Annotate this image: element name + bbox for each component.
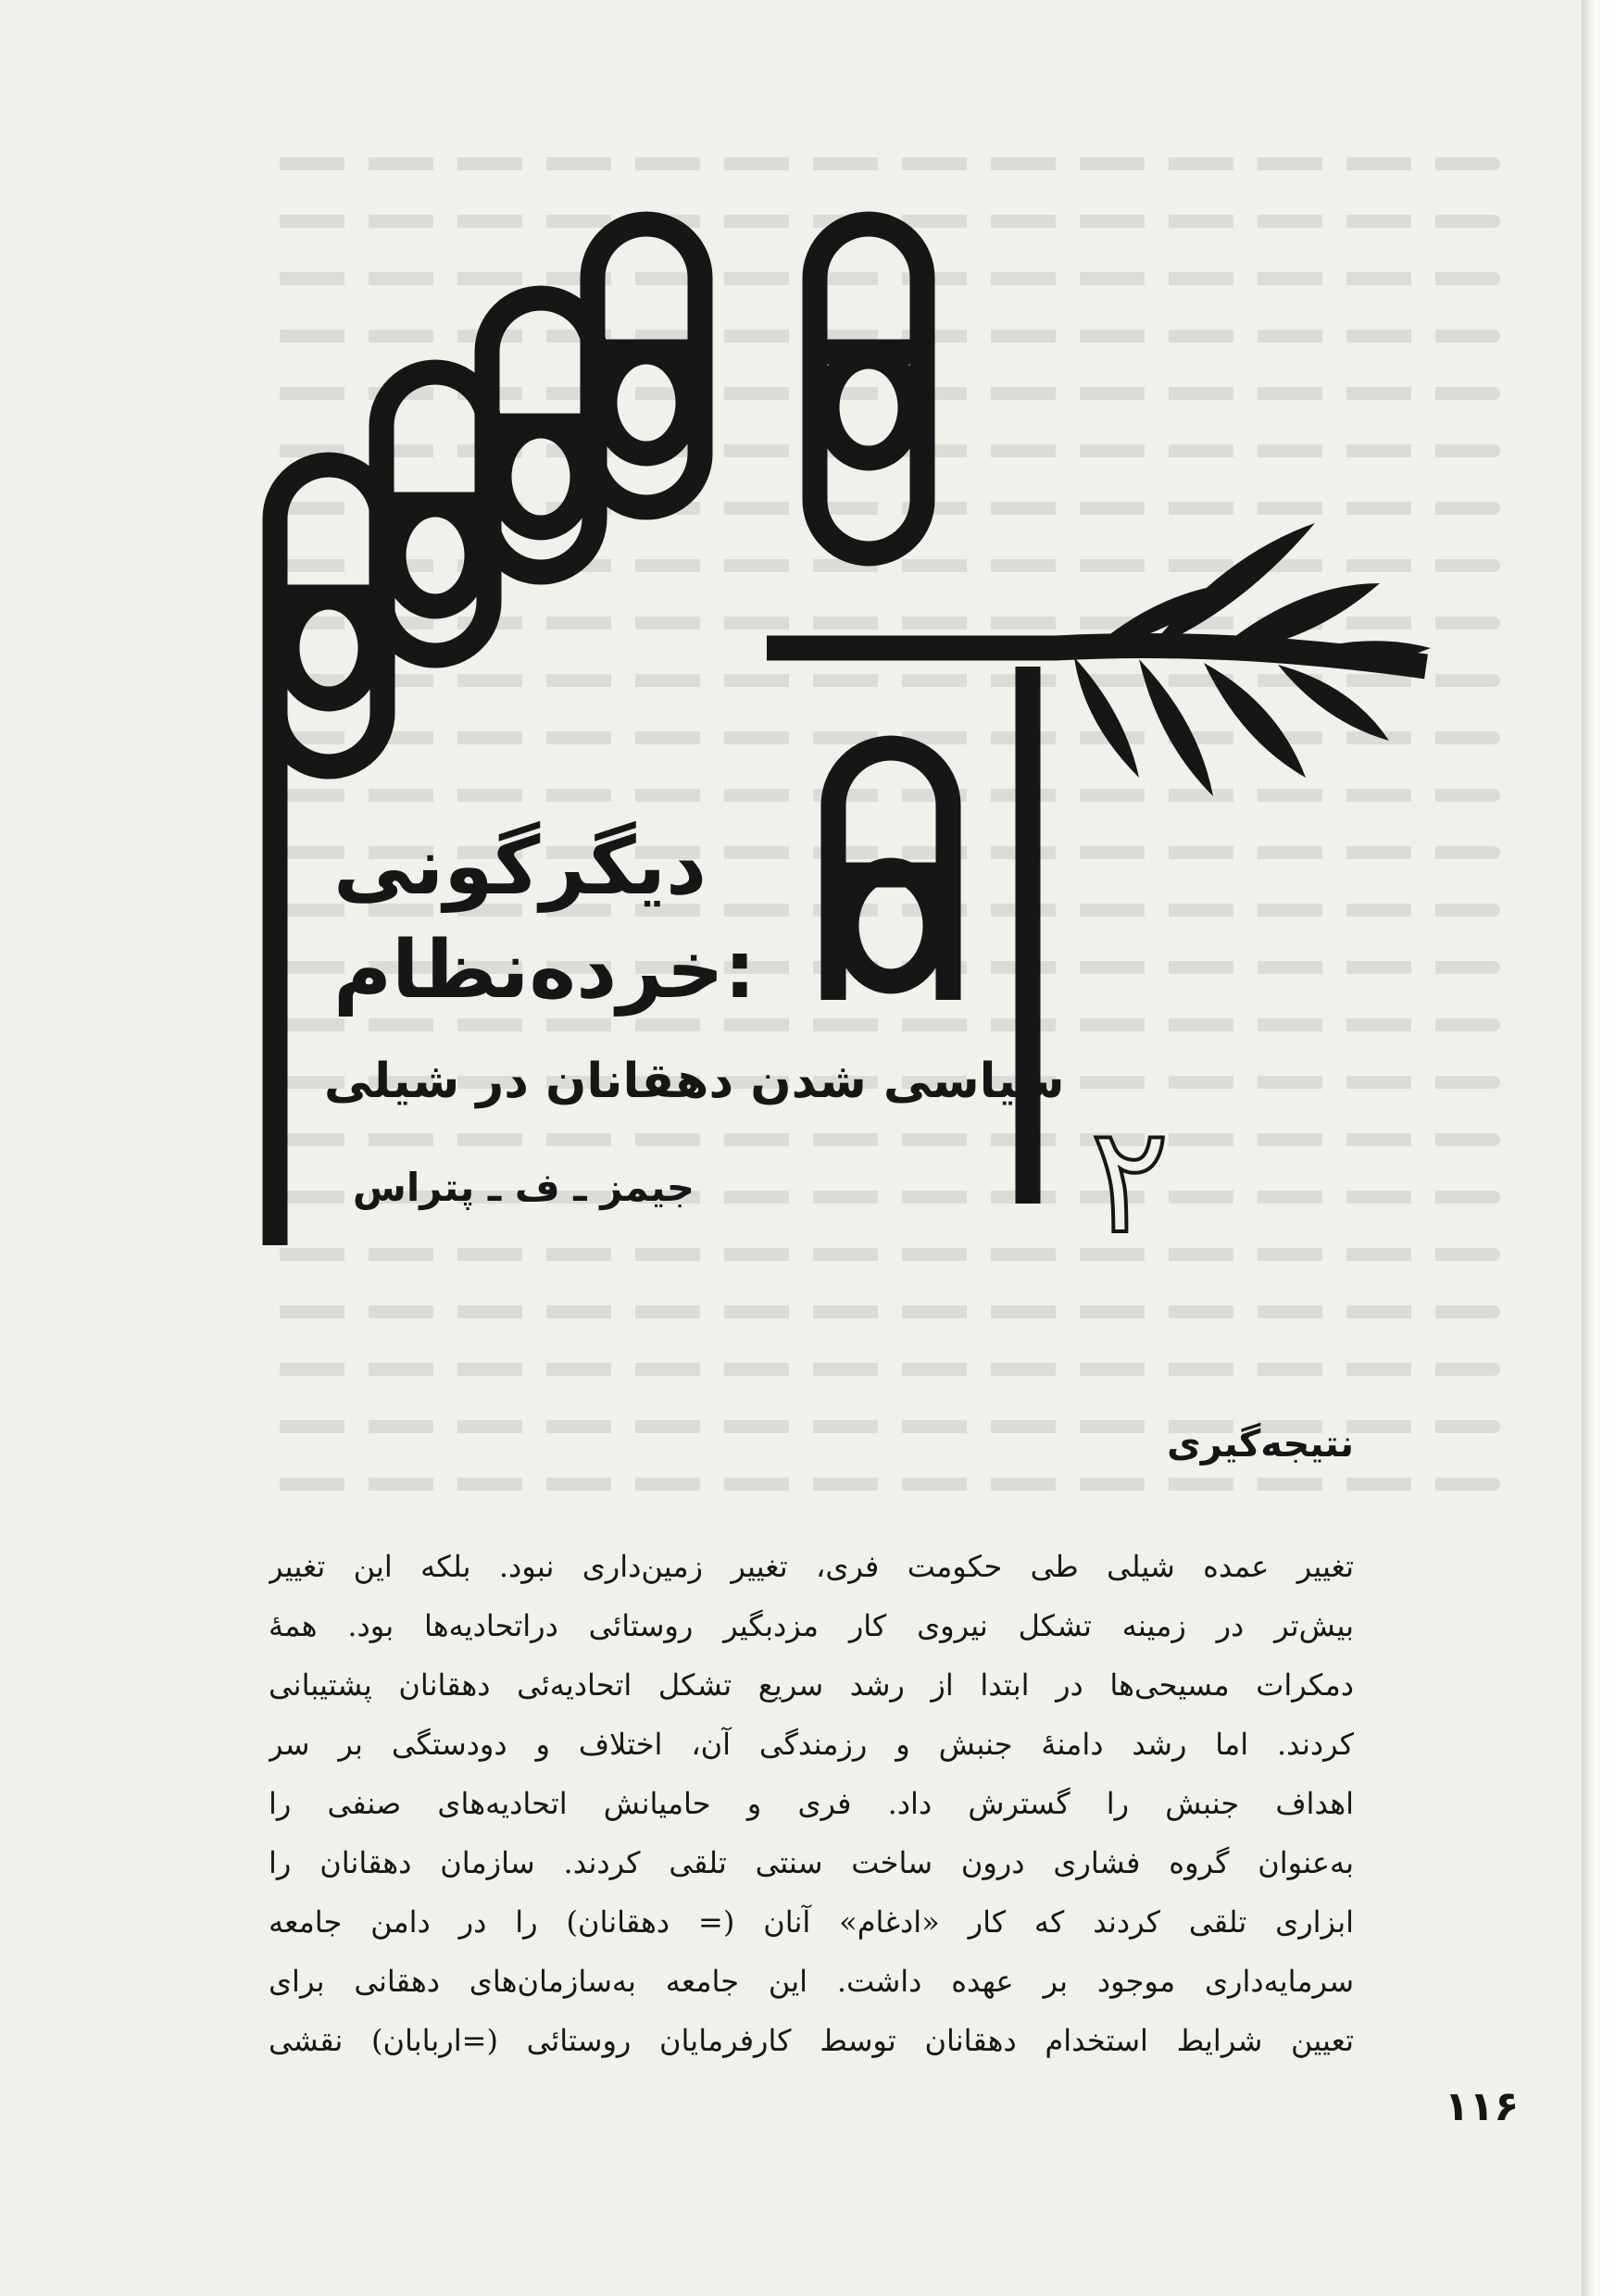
finger-5 <box>815 224 922 554</box>
chapter-number: ۲ <box>1090 1093 1170 1267</box>
finger-2 <box>382 372 489 655</box>
body-text <box>269 1537 1354 2070</box>
chapter-title-line-2: خرده‌نظام: <box>333 924 757 1017</box>
section-heading: نتیجه‌گیری <box>1167 1423 1354 1466</box>
finger-4 <box>593 224 700 507</box>
body-line: تغییر عمده شیلی طی حکومت فری، تغییر زمین‌داری نبود. بلکه این تغییر <box>269 1549 1354 1584</box>
page-number: ۱۱۶ <box>1444 2083 1520 2130</box>
body-line: سرمایه‌داری موجود بر عهده داشت. این جامعه به‌سازمان‌های دهقانی برای <box>269 1964 1354 1999</box>
chapter-title-line-1: دیگرگونی <box>333 820 707 913</box>
chapter-title <box>333 815 757 1022</box>
body-line: اهداف جنبش را گسترش داد. فری و حامیانش اتحادیه‌های صنفی را <box>269 1786 1354 1821</box>
chapter-author: جیمز ـ ف ـ پتراس <box>352 1165 695 1210</box>
finger-3 <box>487 298 595 572</box>
thumb <box>833 667 1028 1204</box>
chapter-subtitle: سیاسی شدن دهقانان در شیلی <box>324 1054 1065 1109</box>
body-line: بیش‌تر در زمینه تشکل نیروی کار مزدبگیر روستائی دراتحادیه‌ها بود. همهٔ <box>269 1608 1354 1643</box>
body-line: کردند. اما رشد دامنهٔ جنبش و رزمندگی آن، اختلاف و دودستگی بر سر <box>269 1727 1354 1762</box>
body-line: به‌عنوان گروه فشاری درون ساخت سنتی تلقی کردند. سازمان دهقانان را <box>269 1845 1354 1880</box>
body-line: ابزاری تلقی کردند که کار «ادغام» آنان (= دهقانان) را در دامن جامعه <box>269 1904 1354 1940</box>
body-line: دمکرات مسیحی‌ها در ابتدا از رشد سریع تشکل اتحادیه‌ئی دهقانان پشتیبانی <box>269 1667 1354 1703</box>
body-line: تعیین شرایط استخدام دهقانان توسط کارفرمایان روستائی (=اربابان) نقشی <box>269 2023 1354 2058</box>
